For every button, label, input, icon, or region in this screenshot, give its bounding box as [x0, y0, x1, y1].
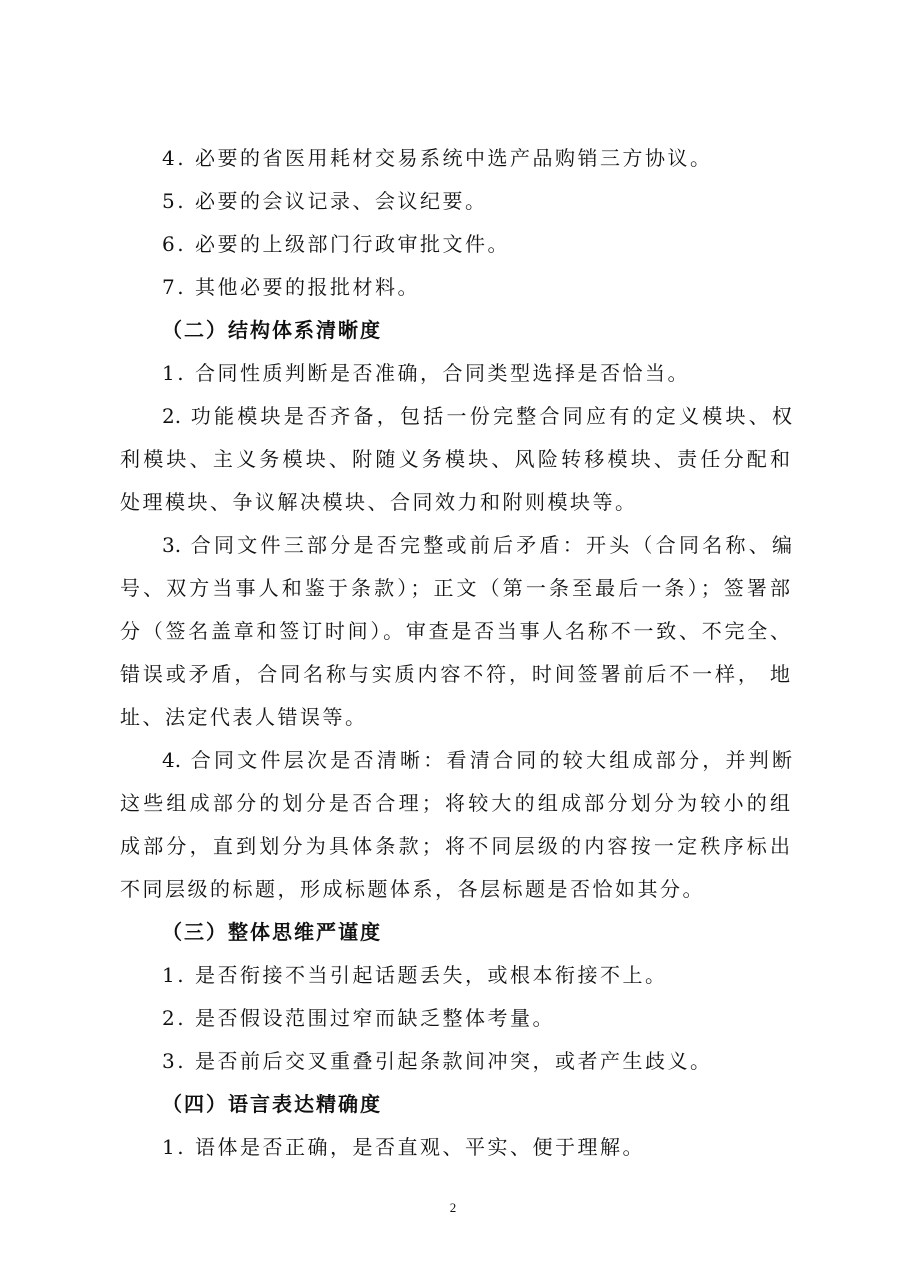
paragraph-line: 3. 是否前后交叉重叠引起条款间冲突，或者产生歧义。 [162, 1049, 713, 1073]
section-heading: （二）结构体系清晰度 [162, 318, 382, 342]
paragraph-line: 2. 功能模块是否齐备，包括一份完整合同应有的定义模块、权 [162, 404, 792, 428]
paragraph-line: 成部分，直到划分为具体条款；将不同层级的内容按一定秩序标出 [120, 834, 790, 858]
paragraph-line: 错误或矛盾，合同名称与实质内容不符，时间签署前后不一样， 地 [120, 662, 790, 686]
paragraph-line: 号、双方当事人和鉴于条款）；正文（第一条至最后一条）；签署部 [120, 576, 790, 600]
page-number: 2 [449, 1200, 457, 1215]
paragraph-line: 不同层级的标题，形成标题体系，各层标题是否恰如其分。 [120, 877, 705, 901]
paragraph-line: 处理模块、争议解决模块、合同效力和附则模块等。 [120, 490, 638, 514]
paragraph-line: 利模块、主义务模块、附随义务模块、风险转移模块、责任分配和 [120, 447, 790, 471]
paragraph-line: 5. 必要的会议记录、会议纪要。 [162, 189, 488, 213]
section-heading: （四）语言表达精确度 [162, 1092, 382, 1116]
paragraph-line: 3. 合同文件三部分是否完整或前后矛盾：开头（合同名称、编 [162, 533, 792, 557]
paragraph-line: 1. 是否衔接不当引起话题丢失，或根本衔接不上。 [162, 963, 668, 987]
paragraph-line: 2. 是否假设范围过窄而缺乏整体考量。 [162, 1006, 555, 1030]
paragraph-line: 7. 其他必要的报批材料。 [162, 275, 420, 299]
paragraph-line: 址、法定代表人错误等。 [120, 705, 368, 729]
paragraph-line: 4. 合同文件层次是否清晰：看清合同的较大组成部分，并判断 [162, 748, 792, 772]
paragraph-line: 这些组成部分的划分是否合理；将较大的组成部分划分为较小的组 [120, 791, 790, 815]
paragraph-line: 1. 合同性质判断是否准确，合同类型选择是否恰当。 [162, 361, 690, 385]
section-heading: （三）整体思维严谨度 [162, 920, 382, 944]
paragraph-line: 分（签名盖章和签订时间）。审查是否当事人名称不一致、不完全、 [120, 619, 790, 643]
paragraph-line: 6. 必要的上级部门行政审批文件。 [162, 232, 510, 256]
paragraph-line: 1. 语体是否正确，是否直观、平实、便于理解。 [162, 1135, 645, 1159]
paragraph-line: 4. 必要的省医用耗材交易系统中选产品购销三方协议。 [162, 146, 713, 170]
